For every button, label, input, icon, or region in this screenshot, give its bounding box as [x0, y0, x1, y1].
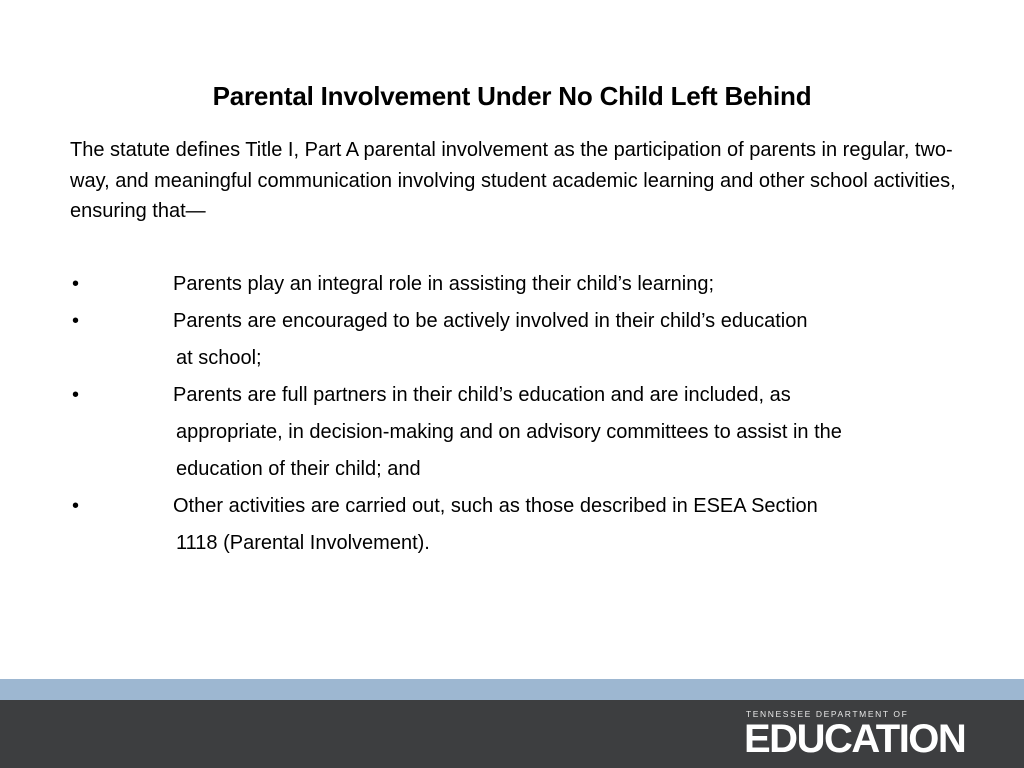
logo-department-text: TENNESSEE DEPARTMENT OF [746, 709, 909, 719]
bullet-text: Other activities are carried out, such as those described in ESEA Section [173, 495, 818, 517]
bullet-text-continued: appropriate, in decision-making and on advisory committees to assist in the [176, 421, 842, 443]
bullet-marker: • [72, 273, 80, 295]
bullet-text: Parents play an integral role in assisting their child’s learning; [173, 273, 715, 295]
footer-accent-stripe [0, 679, 1024, 700]
logo-education-text: EDUCATION [744, 717, 966, 761]
bullet-marker: • [72, 384, 80, 406]
bullet-list [70, 266, 990, 562]
bullet-item [70, 266, 990, 303]
bullet-item [70, 488, 990, 562]
bullet-item [70, 377, 990, 488]
bullet-text-continued: at school; [176, 347, 262, 369]
bullet-text-continued: education of their child; and [176, 458, 421, 480]
intro-paragraph: The statute defines Title I, Part A parental involvement as the participation of parents in regular, two-way, and meaningful communication involving student academic learning and other school activities, ensuring that— [70, 139, 956, 222]
bullet-marker: • [72, 310, 80, 332]
bullet-marker: • [72, 495, 80, 517]
slide-title: Parental Involvement Under No Child Left Behind [212, 81, 812, 111]
bullet-text: Parents are encouraged to be actively involved in their child’s education [173, 310, 808, 332]
bullet-text: Parents are full partners in their child’s education and are included, as [173, 384, 791, 406]
bullet-text-continued: 1118 (Parental Involvement). [176, 532, 430, 554]
bullet-item [70, 303, 990, 377]
tn-education-logo [744, 709, 994, 759]
